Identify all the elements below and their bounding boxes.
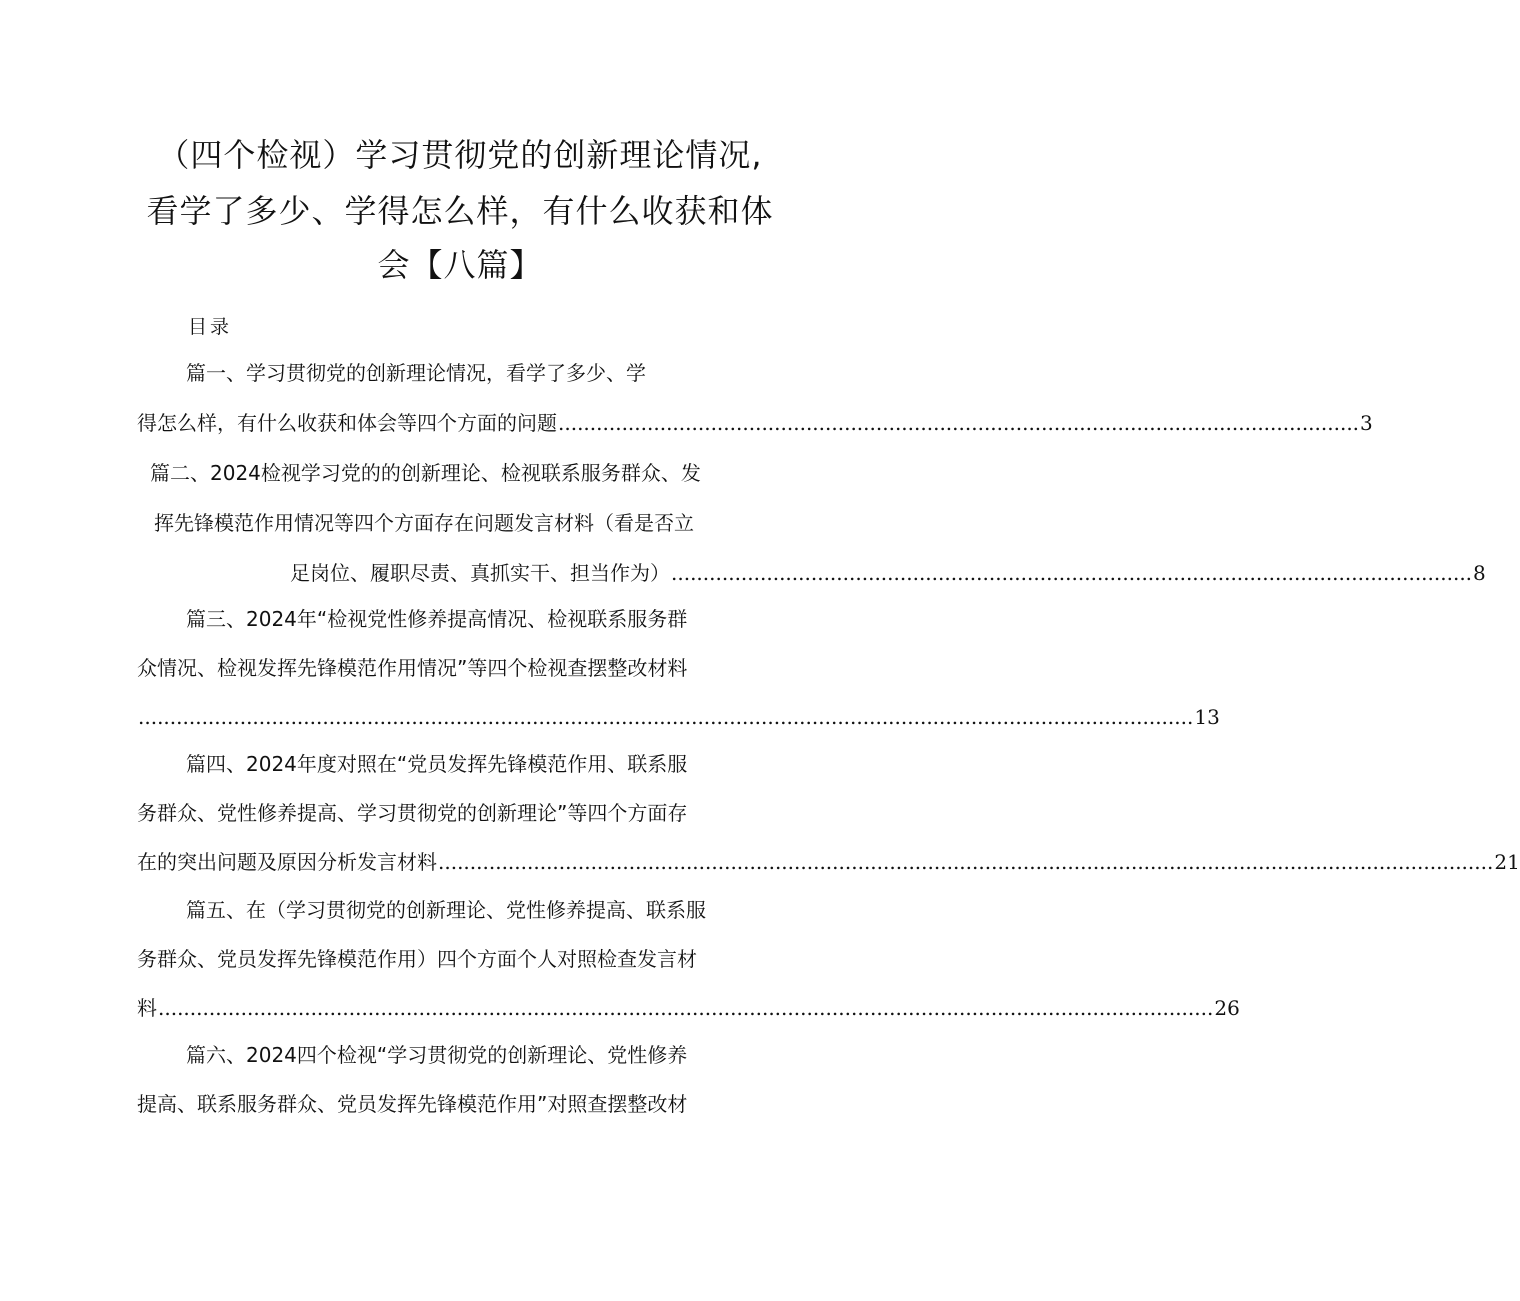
toc-entry-6-line-1: 篇六、2024四个检视“学习贯彻党的创新理论、党性修养 <box>186 1043 688 1067</box>
toc-entry-1-line-1: 篇一、学习贯彻党的创新理论情况，看学了多少、学 <box>186 361 646 385</box>
toc-entry-2-line-3 <box>290 556 1486 590</box>
toc-entry-5-text: 料 <box>137 996 157 1020</box>
toc-entry-2-text: 足岗位、履职尽责、真抓实干、担当作为） <box>290 561 670 585</box>
toc-leader-dots: .............................................................................................................................. <box>671 561 1473 585</box>
toc-entry-4-line-3 <box>137 845 1520 879</box>
toc-entry-2-page: 8 <box>1473 561 1486 585</box>
toc-entry-5-page: 26 <box>1214 996 1240 1020</box>
toc-entry-3-line-1: 篇三、2024年“检视党性修养提高情况、检视联系服务群 <box>186 607 688 631</box>
toc-entry-2-line-1: 篇二、2024检视学习党的的创新理论、检视联系服务群众、发 <box>150 461 701 485</box>
toc-entry-5-line-3 <box>137 991 1240 1025</box>
toc-entry-4-page: 21 <box>1494 850 1520 874</box>
toc-entry-3-line-2: 众情况、检视发挥先锋模范作用情况”等四个检视查摆整改材料 <box>137 656 688 680</box>
toc-entry-5-line-1: 篇五、在（学习贯彻党的创新理论、党性修养提高、联系服 <box>186 898 706 922</box>
toc-heading: 目录 <box>188 316 233 338</box>
document-title-line-2: 看学了多少、学得怎么样，有什么收获和体 <box>146 192 774 230</box>
toc-entry-3-line-3 <box>137 700 1220 734</box>
toc-entry-4-line-2: 务群众、党性修养提高、学习贯彻党的创新理论”等四个方面存 <box>137 801 688 825</box>
toc-leader-dots: .............................................................................................................................. <box>558 411 1360 435</box>
toc-entry-4-text: 在的突出问题及原因分析发言材料 <box>137 850 437 874</box>
toc-entry-6-line-2: 提高、联系服务群众、党员发挥先锋模范作用”对照查摆整改材 <box>137 1092 688 1116</box>
toc-leader-dots: ...................................................................................................................................................................... <box>438 850 1494 874</box>
toc-entry-1-text: 得怎么样，有什么收获和体会等四个方面的问题 <box>137 411 557 435</box>
toc-entry-5-line-2: 务群众、党员发挥先锋模范作用）四个方面个人对照检查发言材 <box>137 947 697 971</box>
toc-entry-4-line-1: 篇四、2024年度对照在“党员发挥先锋模范作用、联系服 <box>186 752 688 776</box>
toc-entry-3-page: 13 <box>1194 705 1220 729</box>
toc-leader-dots: ...................................................................................................................................................................... <box>158 996 1214 1020</box>
toc-entry-1-page: 3 <box>1360 411 1373 435</box>
document-title-line-3: 会【八篇】 <box>377 246 543 284</box>
toc-entry-1-line-2 <box>137 406 1373 440</box>
toc-entry-2-line-2: 挥先锋模范作用情况等四个方面存在问题发言材料（看是否立 <box>154 511 694 535</box>
toc-leader-dots: ...................................................................................................................................................................... <box>138 705 1194 729</box>
document-title-line-1: （四个检视）学习贯彻党的创新理论情况, <box>157 136 763 174</box>
